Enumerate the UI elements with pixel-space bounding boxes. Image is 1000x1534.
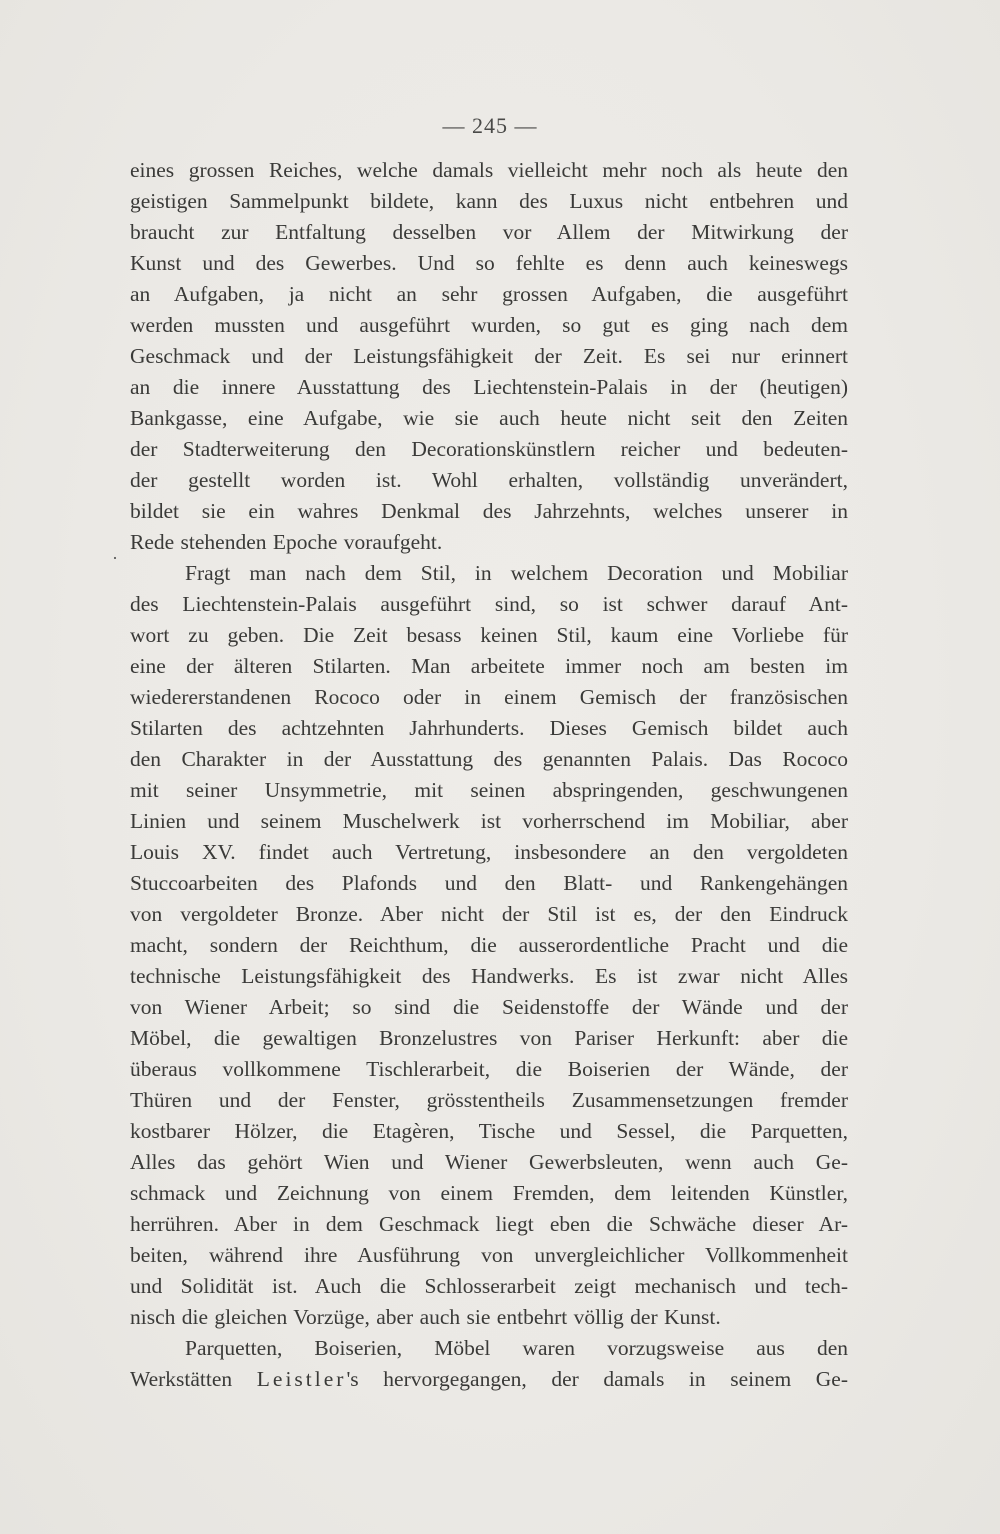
text-line: mit seiner Unsymmetrie, mit seinen abspringenden, geschwungenen [130, 778, 848, 802]
text-line: eine der älteren Stilarten. Man arbeitete immer noch am besten im [130, 654, 848, 678]
text-fragment: 's hervorgegangen, der damals in seinem Ge- [346, 1367, 849, 1391]
page-number: — 245 — [442, 113, 538, 138]
text-line: geistigen Sammelpunkt bildete, kann des Luxus nicht entbehren und [130, 189, 848, 213]
text-line: Bankgasse, eine Aufgabe, wie sie auch heute nicht seit den Zeiten [130, 406, 848, 430]
text-line: schmack und Zeichnung von einem Fremden, dem leitenden Künstler, [130, 1181, 848, 1205]
text-line: an Aufgaben, ja nicht an sehr grossen Aufgaben, die ausgeführt [130, 282, 848, 306]
text-line-final [130, 1364, 848, 1395]
text-line: der gestellt worden ist. Wohl erhalten, vollständig unverändert, [130, 468, 848, 492]
text-line: macht, sondern der Reichthum, die ausserordentliche Pracht und die [130, 933, 848, 957]
body-text [130, 155, 848, 1395]
text-line: herrühren. Aber in dem Geschmack liegt eben die Schwäche dieser Ar- [130, 1212, 848, 1236]
text-line: Möbel, die gewaltigen Bronzelustres von Pariser Herkunft: aber die [130, 1026, 848, 1050]
paragraph-start-line: Parquetten, Boiserien, Möbel waren vorzugsweise aus den [185, 1336, 848, 1360]
text-line: nisch die gleichen Vorzüge, aber auch sie entbehrt völlig der Kunst. [130, 1305, 721, 1329]
text-line: kostbarer Hölzer, die Etagèren, Tische und Sessel, die Parquetten, [130, 1119, 848, 1143]
paragraph-start-line: Fragt man nach dem Stil, in welchem Decoration und Mobiliar [185, 561, 848, 585]
text-line: Kunst und des Gewerbes. Und so fehlte es denn auch keineswegs [130, 251, 848, 275]
text-fragment: Werkstätten [130, 1367, 257, 1391]
text-line: den Charakter in der Ausstattung des genannten Palais. Das Rococo [130, 747, 848, 771]
text-line: werden mussten und ausgeführt wurden, so gut es ging nach dem [130, 313, 848, 337]
text-line: Rede stehenden Epoche voraufgeht. [130, 530, 443, 554]
text-line: beiten, während ihre Ausführung von unvergleichlicher Vollkommenheit [130, 1243, 848, 1267]
text-line: an die innere Ausstattung des Liechtenstein-Palais in der (heutigen) [130, 375, 848, 399]
text-line: braucht zur Entfaltung desselben vor Allem der Mitwirkung der [130, 220, 848, 244]
text-line: des Liechtenstein-Palais ausgeführt sind, so ist schwer darauf Ant- [130, 592, 848, 616]
text-line: Geschmack und der Leistungsfähigkeit der Zeit. Es sei nur erinnert [130, 344, 848, 368]
spaced-name: Leistler [256, 1367, 347, 1391]
text-line: Stuccoarbeiten des Plafonds und den Blatt- und Rankengehängen [130, 871, 848, 895]
text-line: Alles das gehört Wien und Wiener Gewerbsleuten, wenn auch Ge- [130, 1150, 848, 1174]
text-line: von Wiener Arbeit; so sind die Seidenstoffe der Wände und der [130, 995, 848, 1019]
text-line: von vergoldeter Bronze. Aber nicht der Stil ist es, der den Eindruck [130, 902, 848, 926]
text-line: wiedererstandenen Rococo oder in einem Gemisch der französischen [130, 685, 848, 709]
text-line: bildet sie ein wahres Denkmal des Jahrzehnts, welches unserer in [130, 499, 848, 523]
text-line: überaus vollkommene Tischlerarbeit, die Boiserien der Wände, der [130, 1057, 848, 1081]
text-line: Thüren und der Fenster, grösstentheils Zusammensetzungen fremder [130, 1088, 848, 1112]
text-line: Stilarten des achtzehnten Jahrhunderts. Dieses Gemisch bildet auch [130, 716, 848, 740]
margin-mark: · [112, 548, 118, 568]
text-line: eines grossen Reiches, welche damals vielleicht mehr noch als heute den [130, 158, 848, 182]
text-line: der Stadterweiterung den Decorationskünstlern reicher und bedeuten- [130, 437, 848, 461]
text-line: Linien und seinem Muschelwerk ist vorherrschend im Mobiliar, aber [130, 809, 848, 833]
text-line: Louis XV. findet auch Vertretung, insbesondere an den vergoldeten [130, 840, 848, 864]
text-line: und Solidität ist. Auch die Schlosserarbeit zeigt mechanisch und tech- [130, 1274, 848, 1298]
text-line: technische Leistungsfähigkeit des Handwerks. Es ist zwar nicht Alles [130, 964, 848, 988]
text-line: wort zu geben. Die Zeit besass keinen Stil, kaum eine Vorliebe für [130, 623, 848, 647]
